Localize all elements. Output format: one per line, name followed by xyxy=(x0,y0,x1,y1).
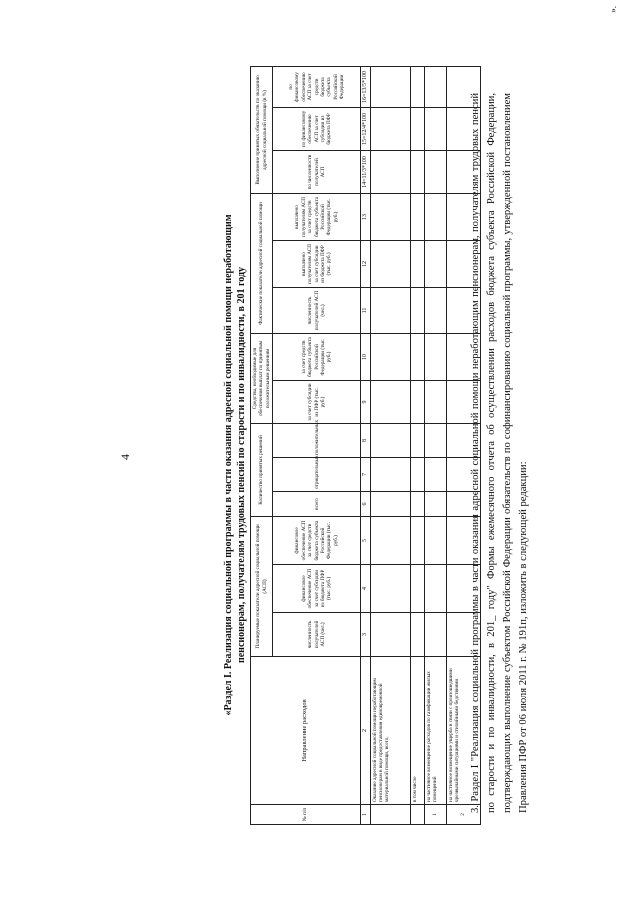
column-number: 2 xyxy=(361,657,370,805)
header-row-1 xyxy=(251,66,273,824)
column-number: 9 xyxy=(361,381,370,424)
group-header-decisions: Количество принятых решений xyxy=(251,424,273,517)
table-row xyxy=(424,66,446,824)
sub-header-planned-region: финансовое обеспечение АСП за счет средств бюджета субъекта Российской Федерации (тыс. руб.) xyxy=(273,517,361,565)
sub-header-decisions-negative: отрицательных xyxy=(273,458,361,492)
column-number: 5 xyxy=(361,517,370,565)
table-row xyxy=(370,66,410,824)
col-header-num: № п/п xyxy=(251,805,361,825)
table-row xyxy=(446,66,480,824)
sub-header-funds-pfr: за счет субсидии из ПФР (тыс. руб.) xyxy=(273,381,361,424)
column-number-row xyxy=(361,66,370,824)
group-header-actual: Фактические показатели адресной социальной помощи xyxy=(251,193,273,333)
sub-header-actual-region: выплачено получателям АСП за счет средств бюджета субъекта Российской Федерации (тыс. руб.) xyxy=(273,193,361,240)
row-direction-text: на частичное возмещение ущерба в связи с произошедшими чрезвычайными ситуациями и стихийными бедствиями xyxy=(446,657,480,805)
sub-header-actual-pfr: выплачено получателям АСП за счет субсидии из бюджета ПФР (тыс. руб.) xyxy=(273,241,361,288)
column-number: 13 xyxy=(361,193,370,240)
section-title xyxy=(222,105,248,825)
column-number: 11 xyxy=(361,288,370,334)
table-row xyxy=(410,66,424,824)
group-header-planned: Планируемые показатели адресной социальной помощи (АСП) xyxy=(251,517,273,657)
column-number: 6 xyxy=(361,492,370,517)
column-number: 12 xyxy=(361,241,370,288)
sub-header-fulfill-region: по финансовому обеспечению АСП за счет средств бюджета субъекта Российской Федерации xyxy=(273,66,361,107)
col-header-direction: Направление расходов xyxy=(251,657,361,805)
sub-header-fulfill-count: по численности получателей АСП xyxy=(273,150,361,193)
group-header-funds: Средства, необходимые для обеспечения выплат по принятым положительным решениям xyxy=(251,334,273,424)
column-number: 3 xyxy=(361,613,370,657)
sub-header-planned-count: численность получателей АСП (чел.) xyxy=(273,613,361,657)
sub-header-decisions-positive: положительных xyxy=(273,424,361,458)
row-number xyxy=(370,805,410,825)
column-number: 1 xyxy=(361,805,370,825)
row-direction-text: в том числе xyxy=(410,657,424,805)
column-number: 10 xyxy=(361,334,370,381)
column-number: 16=13/5*100 xyxy=(361,66,370,107)
row-number: 2 xyxy=(446,805,480,825)
report-table xyxy=(250,66,481,825)
section-title-line-1: «Раздел I. Реализация социальной программы в части оказания адресной социальной помощи неработающим xyxy=(223,214,234,716)
sub-header-decisions-total: всего xyxy=(273,492,361,517)
sub-header-actual-count: численность получателей АСП (чел.) xyxy=(273,288,361,334)
row-number: 1 xyxy=(424,805,446,825)
group-header-fulfillment: Выполнение принятых обязательств по оказанию адресной социальной помощи (в %) xyxy=(251,66,273,193)
sub-header-fulfill-pfr: по финансовому обеспечению АСП за счет субсидии из бюджета ПФР xyxy=(273,107,361,150)
intro-paragraph: 3. Раздел I "Реализация социальной программы в части оказания адресной социальной помощи неработающим пенсионерам, получателям трудовых пенсий по старости и по инвалидности, в 201_ году" Формы ежемесячного отчета об осуществлении расходов бюджета субъекта Российской Федерации, подтверждающих выполнение субъектом Российской Федерации обязательств по софинансированию социальной программы, утвержденной постановлением Правления ПФР от 06 июля 2011 г. № 191п, изложить в следующей редакции: xyxy=(470,93,529,813)
column-number: 15=12/4*100 xyxy=(361,107,370,150)
column-number: 8 xyxy=(361,424,370,458)
column-number: 7 xyxy=(361,458,370,492)
row-number xyxy=(410,805,424,825)
row-direction-text: Оказание адресной социальной помощи неработающим пенсионерам в виде предоставления единовременной материальной помощи, всего, xyxy=(370,657,410,805)
section-title-line-2: пенсионерам, получателям трудовых пенсий по старости и по инвалидности, в 201 году xyxy=(236,266,247,664)
sub-header-planned-pfr: финансовое обеспечение АСП за счет субсидии из бюджета ПФР (тыс. руб.) xyxy=(273,565,361,613)
sub-header-funds-region: за счет средств бюджета субъекта Российской Федерации (тыс. руб.) xyxy=(273,334,361,381)
page-number: 4 xyxy=(118,454,132,460)
closing-quote-mark: ». xyxy=(608,6,618,13)
column-number: 4 xyxy=(361,565,370,613)
column-number: 14=11/3*100 xyxy=(361,150,370,193)
row-direction-text: на частичное возмещение расходов по газификации жилых помещений xyxy=(424,657,446,805)
